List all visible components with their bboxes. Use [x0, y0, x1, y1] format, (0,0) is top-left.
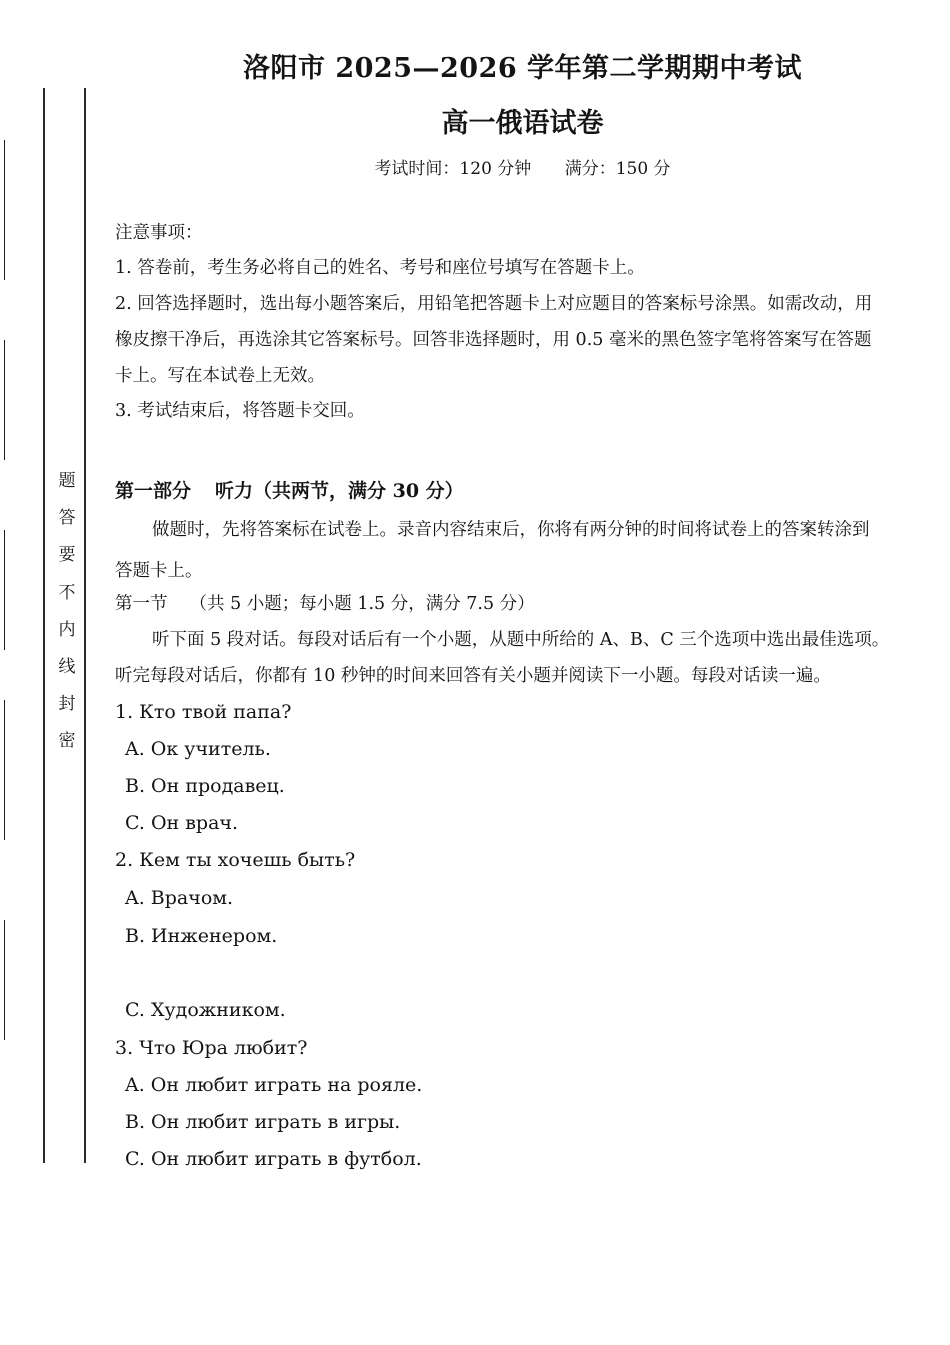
- question-stem: 2. Кем ты хочешь быть?: [115, 849, 356, 871]
- seal-line-notice: [57, 472, 77, 770]
- section1-heading: [115, 592, 937, 616]
- edge-mark: [4, 340, 5, 460]
- edge-mark: [4, 920, 5, 1040]
- seal-char: 题: [58, 471, 76, 491]
- notice-line: 3. 考试结束后，将答题卡交回。: [115, 401, 365, 421]
- notice-heading: 注意事项：: [115, 223, 203, 243]
- part1-title-detail: 听力（共两节，满分 30 分）: [215, 480, 464, 502]
- seal-char: 不: [58, 582, 76, 603]
- exam-meta: [0, 154, 950, 179]
- part1-title: 第一部分: [115, 480, 192, 502]
- section1-instruction: 听完每段对话后，你都有 10 秒钟的时间来回答有关小题并阅读下一小题。每段对话读一遍。: [115, 666, 831, 686]
- question-option: A. Врачом.: [125, 887, 234, 909]
- question-option: C. Он врач.: [125, 812, 239, 834]
- exam-time: 考试时间：120 分钟: [374, 159, 532, 179]
- notice-line: 卡上。写在本试卷上无效。: [115, 366, 325, 386]
- exam-title: 洛阳市 2025—2026 学年第二学期期中考试: [242, 53, 803, 84]
- question-option: C. Художником.: [125, 999, 286, 1021]
- section1-instruction: 听下面 5 段对话。每段对话后有一个小题，从题中所给的 A、B、C 三个选项中选出最佳选项。: [152, 630, 890, 650]
- edge-mark: [4, 700, 5, 840]
- question-stem: 3. Что Юра любит?: [115, 1037, 308, 1059]
- question-option: B. Он продавец.: [125, 775, 285, 797]
- part1-heading: [115, 476, 464, 503]
- question-option: A. Ок учитель.: [125, 738, 271, 760]
- section1-title: 第一节: [115, 594, 168, 614]
- seal-char: 答: [58, 508, 76, 529]
- seal-char: 密: [58, 731, 76, 752]
- question-option: B. Инженером.: [125, 925, 278, 947]
- question-option: B. Он любит играть в игры.: [125, 1111, 401, 1133]
- seal-char: 线: [58, 656, 76, 677]
- question-stem: 1. Кто твой папа?: [115, 701, 292, 723]
- seal-char: 要: [58, 545, 76, 566]
- notice-line: 2. 回答选择题时，选出每小题答案后，用铅笔把答题卡上对应题目的答案标号涂黑。如需改动，用: [115, 294, 873, 314]
- seal-char: 封: [58, 694, 76, 715]
- full-score: 满分：150 分: [564, 159, 671, 179]
- seal-char: 内: [58, 619, 76, 640]
- section1-detail: （共 5 小题；每小题 1.5 分，满分 7.5 分）: [189, 594, 535, 614]
- question-option: A. Он любит играть на рояле.: [125, 1074, 423, 1096]
- exam-subtitle: 高一俄语试卷: [441, 108, 604, 139]
- notice-line: 1. 答卷前，考生务必将自己的姓名、考号和座位号填写在答题卡上。: [115, 258, 645, 278]
- question-option: C. Он любит играть в футбол.: [125, 1148, 422, 1170]
- binding-line-outer: [43, 88, 45, 1163]
- binding-line-inner: [84, 88, 86, 1163]
- part1-intro-line: 答题卡上。: [115, 561, 203, 581]
- part1-intro-line: 做题时，先将答案标在试卷上。录音内容结束后，你将有两分钟的时间将试卷上的答案转涂到: [152, 520, 870, 540]
- edge-mark: [4, 530, 5, 650]
- notice-line: 橡皮擦干净后，再选涂其它答案标号。回答非选择题时，用 0.5 毫米的黑色签字笔将答案写在答题: [115, 330, 872, 350]
